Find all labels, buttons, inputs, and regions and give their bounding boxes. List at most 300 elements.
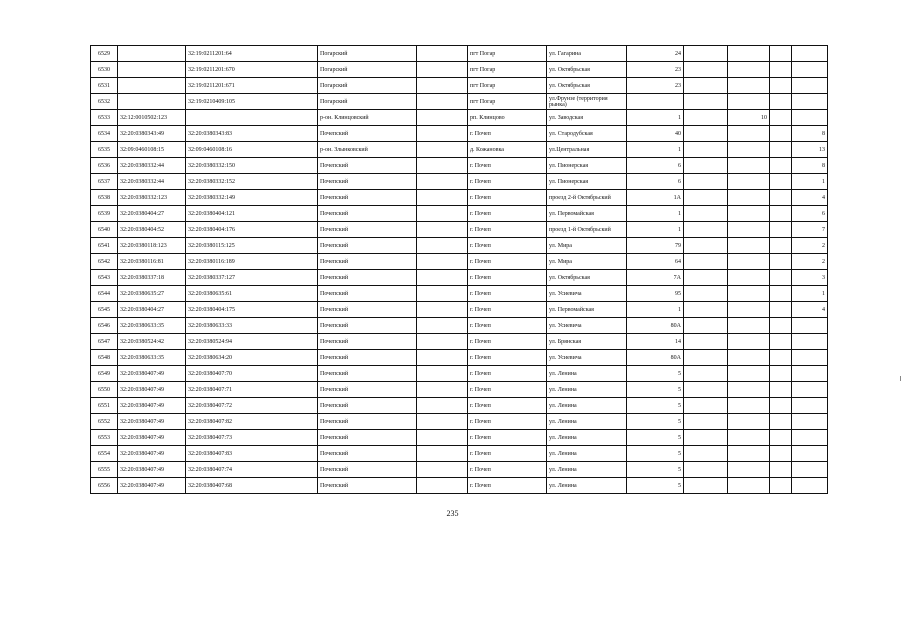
empty-cell — [770, 478, 792, 494]
cadastral-number: 32:20:0380337:127 — [186, 270, 318, 286]
empty-cell — [684, 414, 728, 430]
district: Почепский — [318, 238, 417, 254]
cadastral-number: 32:20:0380407:70 — [186, 366, 318, 382]
locality: рп. Клинцово — [468, 110, 547, 126]
district: Почепский — [318, 366, 417, 382]
empty-cell — [417, 78, 468, 94]
empty-cell — [684, 302, 728, 318]
count-value: 4 — [792, 190, 828, 206]
locality: д. Кожановка — [468, 142, 547, 158]
record-number: 6544 — [91, 286, 118, 302]
cadastral-number: 32:20:0380524:94 — [186, 334, 318, 350]
parcel-number: 32:20:0380404:27 — [118, 302, 186, 318]
empty-cell — [770, 206, 792, 222]
locality: пгт Погар — [468, 94, 547, 110]
cadastral-number: 32:20:0380407:82 — [186, 414, 318, 430]
count-value — [728, 206, 770, 222]
empty-cell — [417, 142, 468, 158]
count-value — [728, 430, 770, 446]
empty-cell — [684, 334, 728, 350]
count-value — [792, 318, 828, 334]
count-value — [728, 126, 770, 142]
table-body — [91, 46, 828, 494]
record-number: 6554 — [91, 446, 118, 462]
house-number: 14 — [627, 334, 684, 350]
house-number: 79 — [627, 238, 684, 254]
district: р-он. Злынковский — [318, 142, 417, 158]
record-number: 6537 — [91, 174, 118, 190]
record-number: 6531 — [91, 78, 118, 94]
district: Почепский — [318, 254, 417, 270]
empty-cell — [417, 478, 468, 494]
table-row — [91, 94, 828, 110]
empty-cell — [770, 414, 792, 430]
empty-cell — [770, 382, 792, 398]
district: Почепский — [318, 462, 417, 478]
empty-cell — [770, 254, 792, 270]
house-number: 5 — [627, 478, 684, 494]
street: проезд 1-й Октябрьский — [547, 222, 627, 238]
count-value: 13 — [792, 142, 828, 158]
cadastral-number: 32:19:0210409:105 — [186, 94, 318, 110]
empty-cell — [684, 382, 728, 398]
count-value — [728, 174, 770, 190]
count-value — [792, 94, 828, 110]
empty-cell — [684, 46, 728, 62]
district: Почепский — [318, 190, 417, 206]
record-number: 6534 — [91, 126, 118, 142]
count-value: 1 — [792, 174, 828, 190]
locality: г. Почеп — [468, 446, 547, 462]
district: Погарский — [318, 62, 417, 78]
count-value — [728, 62, 770, 78]
empty-cell — [417, 382, 468, 398]
count-value — [728, 318, 770, 334]
locality: г. Почеп — [468, 126, 547, 142]
locality: г. Почеп — [468, 462, 547, 478]
count-value: 1 — [792, 286, 828, 302]
house-number: 5 — [627, 398, 684, 414]
count-value — [728, 94, 770, 110]
count-value — [792, 350, 828, 366]
empty-cell — [684, 430, 728, 446]
empty-cell — [770, 350, 792, 366]
district: Почепский — [318, 302, 417, 318]
district: Погарский — [318, 46, 417, 62]
cadastral-number: 32:20:0380635:61 — [186, 286, 318, 302]
count-value — [728, 254, 770, 270]
street: ул. Ленина — [547, 478, 627, 494]
count-value — [728, 222, 770, 238]
cadastral-number: 32:19:0211201:671 — [186, 78, 318, 94]
table-row — [91, 350, 828, 366]
empty-cell — [770, 62, 792, 78]
empty-cell — [770, 462, 792, 478]
street: ул. Октябрьская — [547, 62, 627, 78]
house-number: 6 — [627, 174, 684, 190]
record-number: 6529 — [91, 46, 118, 62]
street: ул. Ленина — [547, 398, 627, 414]
record-number: 6552 — [91, 414, 118, 430]
street: ул.Фрунзе (территория рынка) — [547, 94, 627, 110]
district: Почепский — [318, 414, 417, 430]
parcel-number — [118, 94, 186, 110]
empty-cell — [770, 110, 792, 126]
district: Почепский — [318, 222, 417, 238]
count-value — [792, 414, 828, 430]
empty-cell — [684, 94, 728, 110]
count-value: 4 — [792, 302, 828, 318]
record-number: 6548 — [91, 350, 118, 366]
street: проезд 2-й Октябрьский — [547, 190, 627, 206]
locality: г. Почеп — [468, 350, 547, 366]
cadastral-number: 32:20:0380332:152 — [186, 174, 318, 190]
empty-cell — [684, 270, 728, 286]
house-number: 5 — [627, 382, 684, 398]
house-number: 95 — [627, 286, 684, 302]
empty-cell — [684, 62, 728, 78]
empty-cell — [417, 462, 468, 478]
count-value — [792, 46, 828, 62]
count-value — [728, 142, 770, 158]
empty-cell — [770, 318, 792, 334]
district: р-он. Клинцовский — [318, 110, 417, 126]
empty-cell — [770, 366, 792, 382]
cadastral-number: 32:20:0380404:175 — [186, 302, 318, 318]
table-row — [91, 382, 828, 398]
cadastral-number: 32:20:0380407:72 — [186, 398, 318, 414]
count-value: 10 — [728, 110, 770, 126]
district: Почепский — [318, 446, 417, 462]
cadastral-number: 32:20:0380407:68 — [186, 478, 318, 494]
district: Почепский — [318, 334, 417, 350]
page-number: 235 — [446, 509, 459, 518]
parcel-number: 32:20:0380116:81 — [118, 254, 186, 270]
empty-cell — [684, 478, 728, 494]
record-number: 6532 — [91, 94, 118, 110]
table-row — [91, 46, 828, 62]
empty-cell — [684, 254, 728, 270]
district: Почепский — [318, 206, 417, 222]
empty-cell — [770, 446, 792, 462]
locality: г. Почеп — [468, 302, 547, 318]
empty-cell — [770, 142, 792, 158]
street: ул. Ленина — [547, 382, 627, 398]
parcel-number: 32:20:0380332:44 — [118, 174, 186, 190]
locality: пгт Погар — [468, 78, 547, 94]
parcel-number: 32:20:0380407:49 — [118, 478, 186, 494]
record-number: 6543 — [91, 270, 118, 286]
count-value — [792, 430, 828, 446]
empty-cell — [684, 222, 728, 238]
district: Почепский — [318, 478, 417, 494]
count-value — [728, 158, 770, 174]
empty-cell — [770, 334, 792, 350]
locality: г. Почеп — [468, 254, 547, 270]
street: ул. Мира — [547, 254, 627, 270]
count-value — [792, 446, 828, 462]
district: Погарский — [318, 94, 417, 110]
count-value: 8 — [792, 126, 828, 142]
table-row — [91, 78, 828, 94]
cadastral-number: 32:20:0380404:121 — [186, 206, 318, 222]
street: ул. Ленина — [547, 430, 627, 446]
empty-cell — [417, 318, 468, 334]
empty-cell — [417, 414, 468, 430]
table-row — [91, 158, 828, 174]
table-row — [91, 174, 828, 190]
parcel-number: 32:20:0380407:49 — [118, 398, 186, 414]
count-value — [728, 286, 770, 302]
empty-cell — [684, 350, 728, 366]
street: ул. Усиевича — [547, 286, 627, 302]
count-value — [728, 270, 770, 286]
empty-cell — [684, 158, 728, 174]
table-row — [91, 398, 828, 414]
street: ул. Октябрьская — [547, 78, 627, 94]
district: Погарский — [318, 78, 417, 94]
cadastral-number: 32:20:0380115:125 — [186, 238, 318, 254]
street: ул. Первомайская — [547, 302, 627, 318]
table-row — [91, 190, 828, 206]
empty-cell — [770, 94, 792, 110]
empty-cell — [684, 142, 728, 158]
empty-cell — [684, 446, 728, 462]
empty-cell — [417, 238, 468, 254]
count-value — [792, 110, 828, 126]
empty-cell — [684, 286, 728, 302]
street: ул. Стародубская — [547, 126, 627, 142]
empty-cell — [770, 222, 792, 238]
empty-cell — [684, 366, 728, 382]
count-value — [728, 78, 770, 94]
table-row — [91, 254, 828, 270]
table-row — [91, 478, 828, 494]
parcel-number: 32:09:0460108:15 — [118, 142, 186, 158]
house-number: 5 — [627, 446, 684, 462]
empty-cell — [770, 398, 792, 414]
street: ул. Ленина — [547, 462, 627, 478]
empty-cell — [684, 126, 728, 142]
scan-edge-mark — [900, 376, 901, 381]
parcel-number: 32:20:0380404:52 — [118, 222, 186, 238]
locality: г. Почеп — [468, 398, 547, 414]
locality: г. Почеп — [468, 174, 547, 190]
registry-table — [90, 45, 828, 494]
count-value — [728, 446, 770, 462]
empty-cell — [770, 286, 792, 302]
count-value — [728, 478, 770, 494]
parcel-number: 32:20:0380635:27 — [118, 286, 186, 302]
locality: г. Почеп — [468, 366, 547, 382]
table-row — [91, 430, 828, 446]
parcel-number: 32:20:0380407:49 — [118, 446, 186, 462]
house-number: 80А — [627, 318, 684, 334]
table-row — [91, 62, 828, 78]
count-value — [792, 398, 828, 414]
empty-cell — [417, 430, 468, 446]
table-row — [91, 222, 828, 238]
house-number: 5 — [627, 430, 684, 446]
parcel-number: 32:20:0380524:42 — [118, 334, 186, 350]
street: ул. Октябрьская — [547, 270, 627, 286]
table-row — [91, 110, 828, 126]
empty-cell — [417, 398, 468, 414]
record-number: 6539 — [91, 206, 118, 222]
cadastral-number: 32:20:0380633:33 — [186, 318, 318, 334]
table-row — [91, 414, 828, 430]
house-number: 40 — [627, 126, 684, 142]
empty-cell — [417, 222, 468, 238]
count-value: 2 — [792, 254, 828, 270]
street: ул.Центральная — [547, 142, 627, 158]
locality: пгт Погар — [468, 62, 547, 78]
empty-cell — [684, 190, 728, 206]
house-number: 1 — [627, 302, 684, 318]
parcel-number: 32:20:0380407:49 — [118, 414, 186, 430]
locality: пгт Погар — [468, 46, 547, 62]
parcel-number: 32:20:0380404:27 — [118, 206, 186, 222]
street: ул. Усиевича — [547, 350, 627, 366]
record-number: 6545 — [91, 302, 118, 318]
table-row — [91, 446, 828, 462]
count-value — [792, 382, 828, 398]
house-number — [627, 94, 684, 110]
street: ул. Усиевича — [547, 318, 627, 334]
parcel-number: 32:20:0380332:44 — [118, 158, 186, 174]
record-number: 6555 — [91, 462, 118, 478]
count-value: 7 — [792, 222, 828, 238]
parcel-number: 32:20:0380633:35 — [118, 318, 186, 334]
house-number: 64 — [627, 254, 684, 270]
locality: г. Почеп — [468, 270, 547, 286]
count-value — [792, 462, 828, 478]
cadastral-number: 32:20:0380407:83 — [186, 446, 318, 462]
parcel-number — [118, 78, 186, 94]
parcel-number: 32:20:0380633:35 — [118, 350, 186, 366]
cadastral-number: 32:19:0211201:670 — [186, 62, 318, 78]
empty-cell — [684, 398, 728, 414]
locality: г. Почеп — [468, 414, 547, 430]
count-value — [728, 190, 770, 206]
empty-cell — [770, 430, 792, 446]
street: ул. Первомайская — [547, 206, 627, 222]
house-number: 1 — [627, 142, 684, 158]
record-number: 6530 — [91, 62, 118, 78]
district: Почепский — [318, 382, 417, 398]
parcel-number: 32:20:0380407:49 — [118, 462, 186, 478]
street: ул. Ленина — [547, 414, 627, 430]
table-row — [91, 366, 828, 382]
cadastral-number — [186, 110, 318, 126]
empty-cell — [417, 158, 468, 174]
count-value — [728, 462, 770, 478]
record-number: 6538 — [91, 190, 118, 206]
cadastral-number: 32:20:0380407:74 — [186, 462, 318, 478]
count-value: 6 — [792, 206, 828, 222]
record-number: 6556 — [91, 478, 118, 494]
district: Почепский — [318, 430, 417, 446]
count-value — [728, 414, 770, 430]
house-number: 5 — [627, 414, 684, 430]
empty-cell — [417, 46, 468, 62]
count-value — [728, 398, 770, 414]
empty-cell — [770, 78, 792, 94]
district: Почепский — [318, 174, 417, 190]
empty-cell — [417, 190, 468, 206]
parcel-number — [118, 62, 186, 78]
record-number: 6533 — [91, 110, 118, 126]
district: Почепский — [318, 398, 417, 414]
count-value: 3 — [792, 270, 828, 286]
empty-cell — [770, 238, 792, 254]
locality: г. Почеп — [468, 286, 547, 302]
cadastral-number: 32:20:0380404:176 — [186, 222, 318, 238]
empty-cell — [417, 366, 468, 382]
empty-cell — [684, 238, 728, 254]
count-value — [728, 350, 770, 366]
empty-cell — [417, 254, 468, 270]
table-row — [91, 334, 828, 350]
record-number: 6535 — [91, 142, 118, 158]
district: Почепский — [318, 270, 417, 286]
count-value — [728, 334, 770, 350]
cadastral-number: 32:19:0211201:64 — [186, 46, 318, 62]
record-number: 6541 — [91, 238, 118, 254]
record-number: 6540 — [91, 222, 118, 238]
locality: г. Почеп — [468, 158, 547, 174]
street: ул. Пионерская — [547, 158, 627, 174]
cadastral-number: 32:20:0380343:83 — [186, 126, 318, 142]
street: ул. Гагарина — [547, 46, 627, 62]
count-value: 2 — [792, 238, 828, 254]
empty-cell — [417, 350, 468, 366]
record-number: 6550 — [91, 382, 118, 398]
empty-cell — [770, 302, 792, 318]
parcel-number: 32:20:0380343:49 — [118, 126, 186, 142]
count-value: 8 — [792, 158, 828, 174]
cadastral-number: 32:20:0380116:189 — [186, 254, 318, 270]
count-value — [728, 238, 770, 254]
street: ул. Мира — [547, 238, 627, 254]
record-number: 6551 — [91, 398, 118, 414]
street: ул. Ленина — [547, 446, 627, 462]
house-number: 23 — [627, 62, 684, 78]
parcel-number: 32:12:0010502:123 — [118, 110, 186, 126]
record-number: 6547 — [91, 334, 118, 350]
record-number: 6536 — [91, 158, 118, 174]
cadastral-number: 32:20:0380634:20 — [186, 350, 318, 366]
table-row — [91, 462, 828, 478]
locality: г. Почеп — [468, 478, 547, 494]
house-number: 1 — [627, 222, 684, 238]
locality: г. Почеп — [468, 222, 547, 238]
empty-cell — [684, 78, 728, 94]
empty-cell — [417, 94, 468, 110]
empty-cell — [770, 190, 792, 206]
locality: г. Почеп — [468, 238, 547, 254]
record-number: 6546 — [91, 318, 118, 334]
parcel-number: 32:20:0380407:49 — [118, 430, 186, 446]
locality: г. Почеп — [468, 206, 547, 222]
empty-cell — [417, 446, 468, 462]
house-number: 1 — [627, 110, 684, 126]
count-value — [792, 334, 828, 350]
house-number: 6 — [627, 158, 684, 174]
table-row — [91, 126, 828, 142]
locality: г. Почеп — [468, 318, 547, 334]
cadastral-number: 32:20:0380407:71 — [186, 382, 318, 398]
